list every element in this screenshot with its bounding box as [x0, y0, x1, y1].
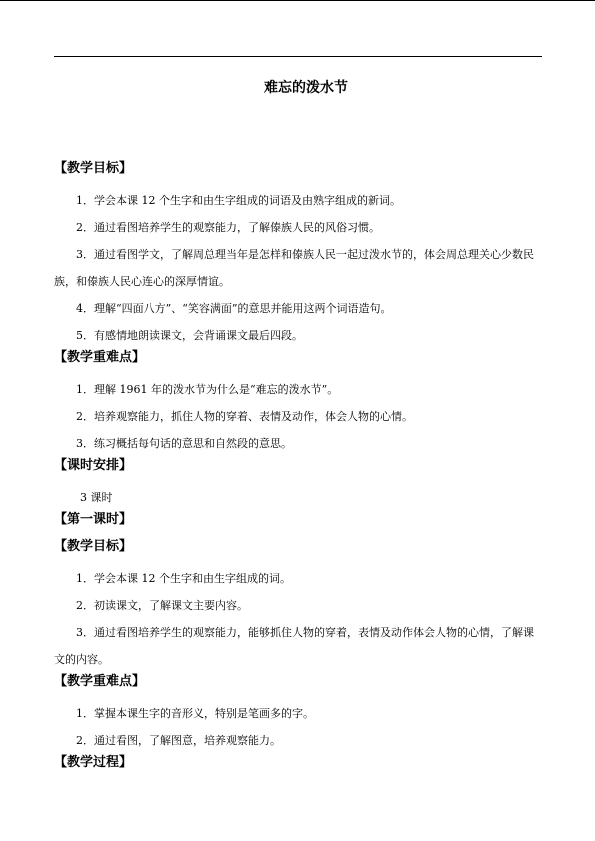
section-heading-schedule: 【课时安排】 [54, 458, 133, 473]
goal-item: 2．通过看图培养学生的观察能力，了解傣族人民的风俗习惯。 [76, 221, 380, 234]
lesson-1-goal-item: 3．通过看图培养学生的观察能力，能够抓住人物的穿着，表情及动作体会人物的心情，了解课文的内容。 [54, 626, 534, 666]
goal-item: 1．学会本课 12 个生字和由生字组成的词语及由熟字组成的新词。 [76, 194, 401, 207]
lesson-1-key-point-item: 1．掌握本课生字的音形义，特别是笔画多的字。 [76, 707, 314, 720]
section-heading-lesson-1-key-points: 【教学重难点】 [54, 674, 146, 689]
key-point-item: 3．练习概括每句话的意思和自然段的意思。 [76, 437, 292, 450]
goal-item: 4．理解“四面八方”、“笑容满面”的意思并能用这两个词语造句。 [76, 302, 392, 315]
key-point-item: 2．培养观察能力，抓住人物的穿着、表情及动作，体会人物的心情。 [76, 410, 413, 423]
goal-item: 5．有感情地朗读课文，会背诵课文最后四段。 [76, 329, 303, 342]
goal-item: 3．通过看图学文，了解周总理当年是怎样和傣族人民一起过泼水节的，体会周总理关心少数民族，和傣族人民心连心的深厚情谊。 [54, 248, 534, 288]
lesson-1-key-point-item: 2．通过看图，了解图意，培养观察能力。 [76, 734, 281, 747]
section-heading-goals: 【教学目标】 [54, 161, 133, 176]
document-body [54, 160, 542, 781]
section-heading-lesson-1-goals: 【教学目标】 [54, 539, 133, 554]
page-top-border [0, 0, 595, 1]
section-heading-key-points: 【教学重难点】 [54, 350, 146, 365]
schedule-text: 3 课时 [80, 491, 113, 504]
key-point-item: 1．理解 1961 年的泼水节为什么是“难忘的泼水节”。 [76, 383, 339, 396]
section-heading-lesson-1: 【第一课时】 [54, 512, 133, 527]
document-title: 难忘的泼水节 [264, 80, 348, 96]
lesson-1-goal-item: 2．初读课文，了解课文主要内容。 [76, 599, 248, 612]
lesson-1-goal-item: 1．学会本课 12 个生字和由生字组成的词。 [76, 572, 291, 585]
section-heading-process: 【教学过程】 [54, 755, 133, 770]
header-rule [54, 56, 542, 57]
